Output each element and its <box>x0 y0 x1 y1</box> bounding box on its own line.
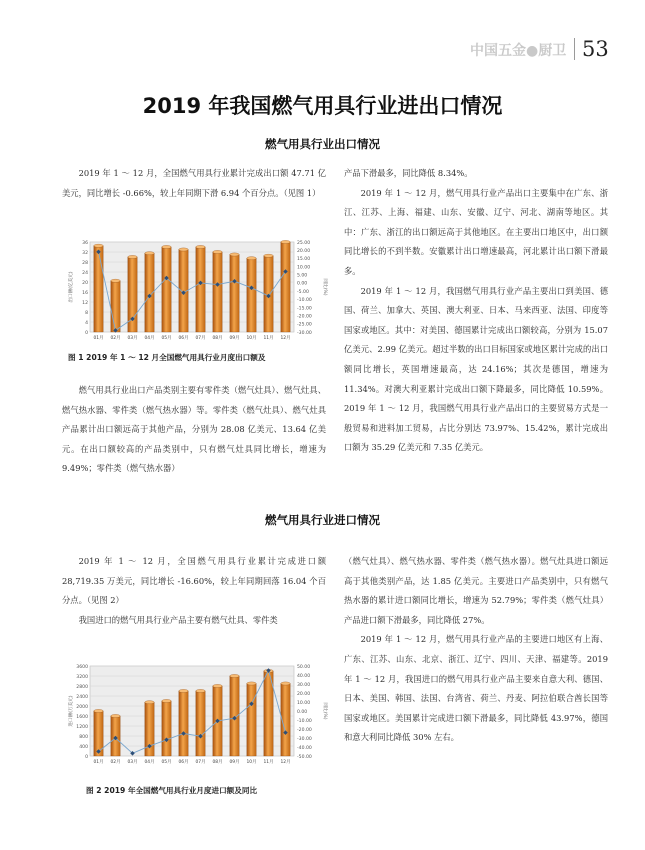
import-chart-y2-tick: 0.00 <box>297 709 308 715</box>
export-chart-bar-cap <box>213 250 222 253</box>
export-chart-x-tick: 05月 <box>161 336 172 341</box>
import-heading: 燃气用具行业进口情况 <box>265 513 380 527</box>
import-chart-y2-tick: -40.00 <box>297 745 312 751</box>
export-chart-y2-tick: -20.00 <box>297 314 312 320</box>
import-chart-bar <box>196 691 205 756</box>
import-chart-x-tick: 03月 <box>127 760 138 765</box>
export-paragraph-5: 2019 年 1 ～ 12 月，我国燃气用具行业产品主要出口到美国、德国、荷兰、加拿大、英国、澳大利亚、日本、马来西亚、法国、印度等国家或地区。其中：对美国、德国累计完成出口额较高，分别为 15.07 亿美元、2.99 亿美元。超过半数的出口目标国家或地区累计完成的出口额同比增长，英国增速最高，达 24.16%；其次是德国，增速为 11.34%。对澳大利亚累计完成出口额下降最多，同比降低 10.59%。2019 年 1 ～ 12 月，我国燃气用具行业产品出口的主要贸易方式是一般贸易和进料加工贸易，占比分别达 73.97%、15.42%，累计完成出口额为 35.29 亿美元和 7.35 亿美元。 <box>344 285 608 453</box>
export-chart-bar-cap <box>145 252 154 255</box>
export-chart-y-tick: 16 <box>82 290 88 296</box>
export-paragraph-3: 产品下滑最多，同比降低 8.34%。 <box>344 168 473 178</box>
import-chart-bar-cap <box>179 689 188 692</box>
magazine-logo: 中国五金●厨卫 <box>470 43 567 59</box>
export-chart-bar-cap <box>230 253 239 256</box>
export-chart-bar-cap <box>264 254 273 257</box>
export-chart-x-tick: 03月 <box>127 336 138 341</box>
export-chart-bar <box>162 247 171 332</box>
export-chart-bar-cap <box>179 248 188 251</box>
export-chart-y2-tick: -15.00 <box>297 306 312 312</box>
import-chart-y2-label: 同比(%) <box>322 702 327 720</box>
export-chart-y-tick: 28 <box>82 260 88 266</box>
export-left-column <box>62 164 326 203</box>
import-chart-y-tick: 400 <box>79 744 88 750</box>
export-chart-bar <box>111 281 120 332</box>
export-chart <box>66 236 328 348</box>
export-chart-x-tick: 01月 <box>93 336 104 341</box>
export-chart-y2-tick: -30.00 <box>297 330 312 336</box>
export-chart-bar <box>230 255 239 333</box>
export-chart-y-tick: 24 <box>82 270 88 276</box>
import-chart-bar-cap <box>162 699 171 702</box>
import-chart-x-tick: 11月 <box>263 760 274 765</box>
export-chart-bar <box>94 246 103 332</box>
export-chart-x-tick: 07月 <box>195 336 206 341</box>
import-chart-y2-tick: -50.00 <box>297 754 312 760</box>
export-chart-x-tick: 11月 <box>263 336 274 341</box>
export-chart-y2-tick: -5.00 <box>297 289 309 295</box>
import-chart-y-tick: 800 <box>79 734 88 740</box>
export-chart-bar-cap <box>162 245 171 248</box>
import-chart-bar <box>162 701 171 756</box>
article-title: 2019 年我国燃气用具行业进出口情况 <box>142 94 503 118</box>
import-chart-y-tick: 3200 <box>76 674 88 680</box>
import-chart-y-tick: 2000 <box>76 704 88 710</box>
import-chart-y-tick: 0 <box>85 754 88 760</box>
export-chart-bar-cap <box>128 255 137 258</box>
export-right-column <box>344 164 608 458</box>
export-chart-y-label: 出口额(亿美元) <box>69 271 74 303</box>
import-paragraph-4: 2019 年 1 ～ 12 月，燃气用具行业产品的主要进口地区有上海、广东、江苏、山东、北京、浙江、辽宁、四川、天津、福建等。2019 年 1 ～ 12 月，我国进口的燃气用具行业产品主要来自意大利、德国、日本、美国、韩国、法国、台湾省、荷兰、丹麦、阿拉伯联合酋长国等国家或地区。美国累计完成进口额下滑最多，同比降低 43.97%，德国和意大利同比降低 30% 左右。 <box>344 634 608 743</box>
export-left-column-2 <box>62 381 326 479</box>
import-chart-x-tick: 01月 <box>93 760 104 765</box>
export-chart-bar <box>213 252 222 332</box>
export-chart-y-tick: 36 <box>82 240 88 246</box>
import-chart-y2-tick: 40.00 <box>297 673 311 679</box>
export-chart-bar-cap <box>281 240 290 243</box>
export-chart-x-tick: 02月 <box>110 336 121 341</box>
import-chart-bar-cap <box>145 701 154 704</box>
export-chart-y-tick: 32 <box>82 250 88 256</box>
import-chart-bar-cap <box>196 689 205 692</box>
export-chart-bar <box>281 242 290 332</box>
import-chart-x-tick: 09月 <box>229 760 240 765</box>
import-chart-x-tick: 08月 <box>212 760 223 765</box>
export-chart-x-tick: 06月 <box>178 336 189 341</box>
export-paragraph-4: 2019 年 1 ～ 12 月，燃气用具行业产品出口主要集中在广东、浙江、江苏、上海、福建、山东、安徽、辽宁、河北、湖南等地区。其中：广东、浙江的出口额远高于其他地区。在主要出口地区中，出口额同比增长的不到半数。安徽累计出口增速最高，河北累计出口额下滑最多。 <box>344 187 608 276</box>
import-right-column <box>344 552 608 748</box>
import-chart-y-tick: 2800 <box>76 684 88 690</box>
export-chart-x-tick: 10月 <box>246 336 257 341</box>
import-chart-bar-cap <box>94 709 103 712</box>
export-chart-y-tick: 4 <box>85 320 88 326</box>
import-chart-bar-cap <box>111 714 120 717</box>
import-chart-x-tick: 02月 <box>110 760 121 765</box>
export-chart-y2-tick: 15.00 <box>297 257 311 263</box>
export-chart-y-tick: 20 <box>82 280 88 286</box>
import-chart-x-tick: 04月 <box>144 760 155 765</box>
import-chart-y-tick: 3600 <box>76 664 88 670</box>
export-chart-x-tick: 09月 <box>229 336 240 341</box>
import-chart-y2-tick: 50.00 <box>297 664 311 670</box>
import-chart-bar <box>247 684 256 757</box>
import-paragraph-1: 2019 年 1 ～ 12 月，全国燃气用具行业累计完成进口额 28,719.35 万美元，同比增长 -16.60%，较上年同期回落 16.04 个百分点。（见图 2） <box>62 556 326 606</box>
import-chart-y2-tick: 20.00 <box>297 691 311 697</box>
export-paragraph-1: 2019 年 1 ～ 12 月，全国燃气用具行业累计完成出口额 47.71 亿美元，同比增长 -0.66%，较上年同期下滑 6.94 个百分点。（见图 1） <box>62 168 326 198</box>
import-chart-y-label: 进口额(万美元) <box>69 695 74 727</box>
import-chart-x-tick: 10月 <box>246 760 257 765</box>
import-chart-y-tick: 2400 <box>76 694 88 700</box>
import-chart-y-tick: 1200 <box>76 724 88 730</box>
import-chart-y-tick: 1600 <box>76 714 88 720</box>
export-chart-y2-tick: 10.00 <box>297 265 311 271</box>
import-chart-x-tick: 12月 <box>280 760 291 765</box>
export-chart-plot-area <box>90 242 294 332</box>
import-chart-y2-tick: -20.00 <box>297 727 312 733</box>
import-left-column <box>62 552 326 630</box>
export-chart-x-tick: 12月 <box>280 336 291 341</box>
export-chart-y2-tick: -10.00 <box>297 298 312 304</box>
import-chart-x-tick: 05月 <box>161 760 172 765</box>
export-chart-bar-cap <box>94 244 103 247</box>
export-chart-y2-tick: 5.00 <box>297 273 308 279</box>
import-chart-bar-cap <box>213 684 222 687</box>
import-chart-y2-tick: 10.00 <box>297 700 311 706</box>
import-chart <box>66 660 328 772</box>
import-chart-x-tick: 06月 <box>178 760 189 765</box>
export-heading: 燃气用具行业出口情况 <box>265 137 380 151</box>
import-chart-bar-cap <box>247 682 256 685</box>
import-chart-caption: 图 2 2019 年全国燃气用具行业月度进口额及同比 <box>86 786 258 795</box>
export-chart-bar-cap <box>196 245 205 248</box>
page-number: 53 <box>582 37 609 61</box>
export-chart-bar-cap <box>111 279 120 282</box>
export-chart-bar-cap <box>247 257 256 260</box>
header-divider <box>574 38 575 60</box>
export-chart-y2-tick: 20.00 <box>297 248 311 254</box>
import-chart-y2-tick: -10.00 <box>297 718 312 724</box>
import-chart-y2-tick: -30.00 <box>297 736 312 742</box>
export-chart-y2-tick: 0.00 <box>297 281 308 287</box>
import-chart-x-tick: 07月 <box>195 760 206 765</box>
import-chart-y2-tick: 30.00 <box>297 682 311 688</box>
export-chart-x-tick: 04月 <box>144 336 155 341</box>
import-chart-bar-cap <box>281 682 290 685</box>
export-chart-y2-label: 同比(%) <box>322 278 327 296</box>
import-chart-bar-cap <box>230 674 239 677</box>
export-chart-caption: 图 1 2019 年 1 ～ 12 月全国燃气用具行业月度出口额及 <box>68 353 266 362</box>
export-chart-y-tick: 0 <box>85 330 88 336</box>
export-chart-y-tick: 8 <box>85 310 88 316</box>
export-chart-x-tick: 08月 <box>212 336 223 341</box>
export-chart-y-tick: 12 <box>82 300 88 306</box>
import-chart-bar <box>179 691 188 756</box>
export-chart-bar <box>196 247 205 332</box>
export-chart-bar <box>247 258 256 332</box>
import-paragraph-2: 我国进口的燃气用具行业产品主要有燃气灶具、零件类 <box>78 614 278 625</box>
import-paragraph-3: （燃气灶具）、燃气热水器、零件类（燃气热水器）。燃气灶具进口额远高于其他类别产品，达 1.85 亿美元。主要进口产品类别中，只有燃气热水器的累计进口额同比增长，增速为 52.79%；零件类（燃气灶具）产品进口额下滑最多，同比降低 27%。 <box>344 556 608 625</box>
export-chart-y2-tick: -25.00 <box>297 322 312 328</box>
export-paragraph-2: 燃气用具行业出口产品类别主要有零件类（燃气灶具）、燃气灶具、燃气热水器、零件类（燃气热水器）等。零件类（燃气灶具）、燃气灶具产品累计出口额远高于其他产品，分别为 28.08 亿美元、13.64 亿美元。在出口额较高的产品类别中，只有燃气灶具同比增长，增速为 9.49%；零件类（燃气热水器） <box>62 385 326 474</box>
export-chart-y2-tick: 25.00 <box>297 240 311 246</box>
